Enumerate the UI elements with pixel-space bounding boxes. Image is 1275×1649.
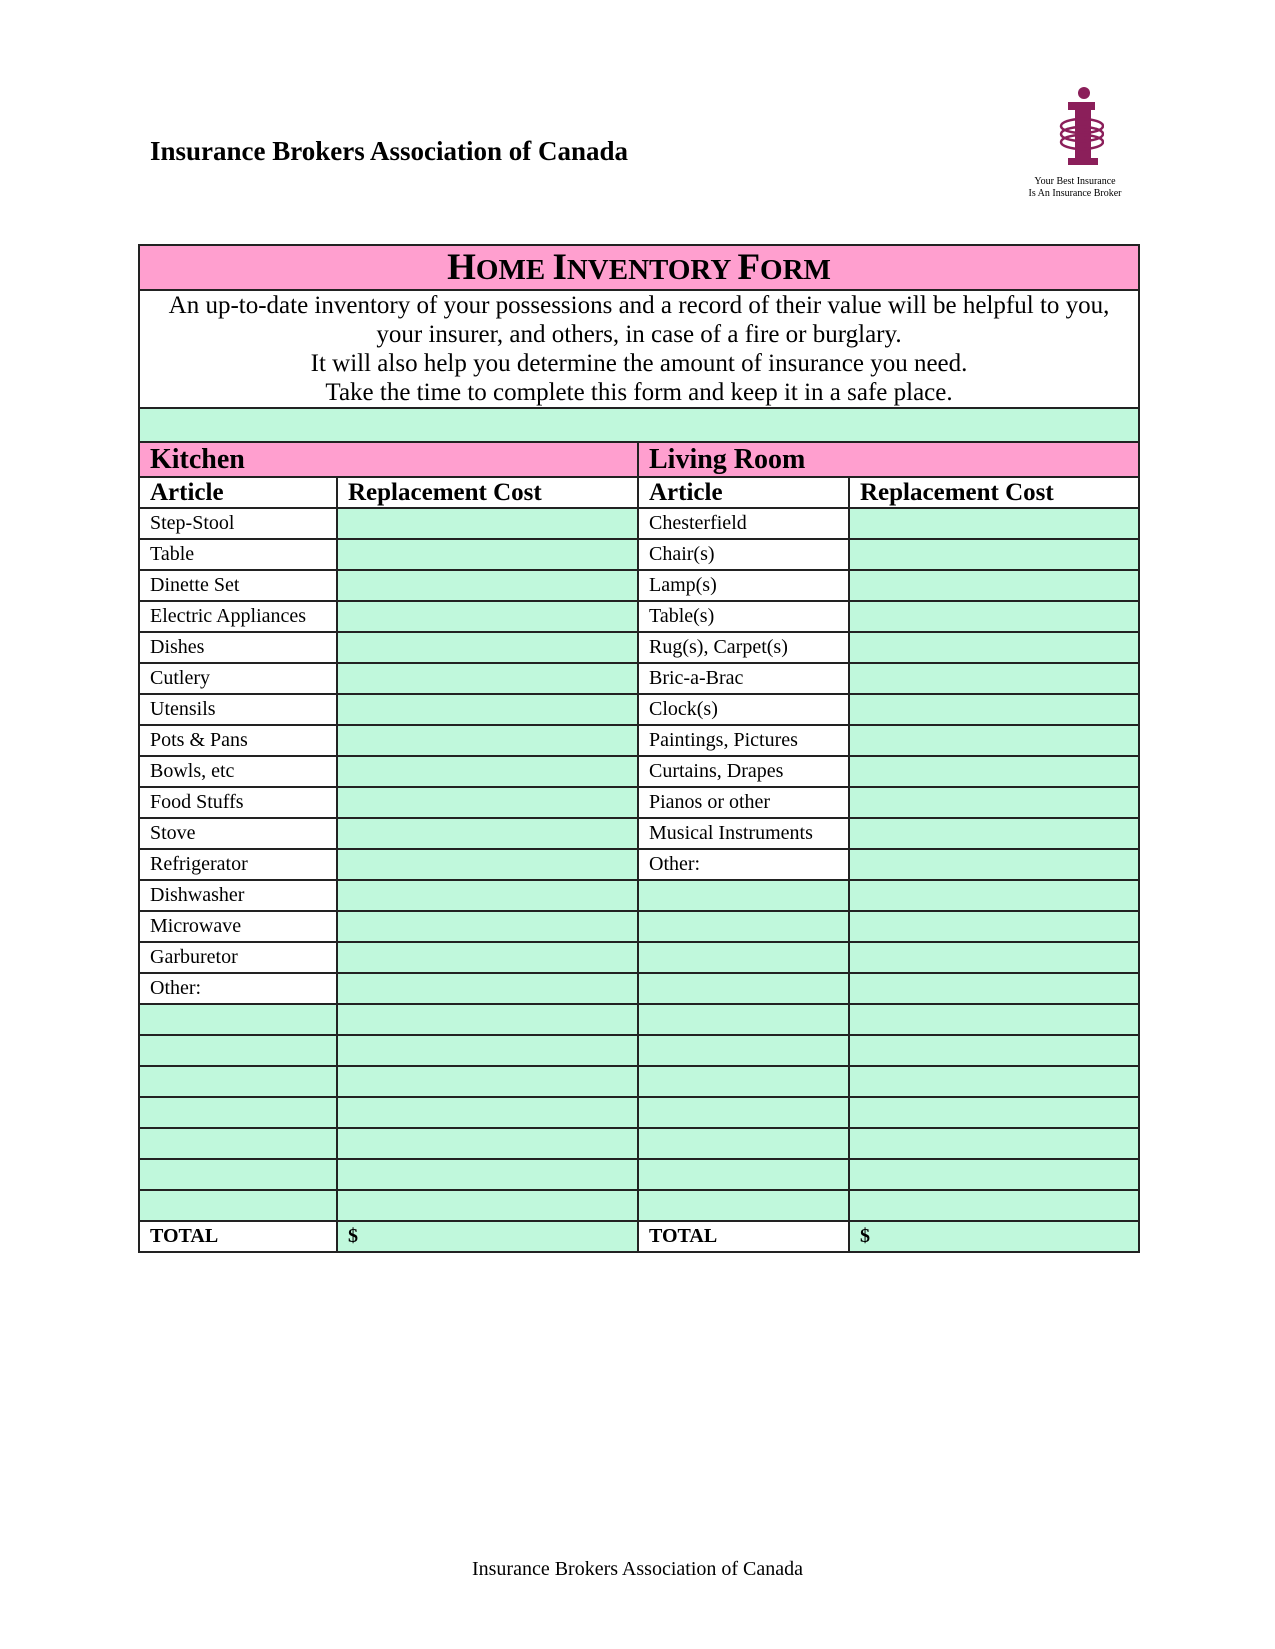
kitchen-cost-field[interactable] bbox=[337, 1097, 638, 1128]
table-row bbox=[139, 632, 1139, 663]
table-row bbox=[139, 663, 1139, 694]
kitchen-heading: Kitchen bbox=[139, 442, 638, 477]
kitchen-cost-field[interactable] bbox=[337, 787, 638, 818]
table-row bbox=[139, 818, 1139, 849]
living-room-article: Curtains, Drapes bbox=[638, 756, 849, 787]
living-room-article: Bric-a-Brac bbox=[638, 663, 849, 694]
kitchen-article: Utensils bbox=[139, 694, 337, 725]
form-title-part: ORM bbox=[760, 254, 831, 286]
kitchen-article: Step-Stool bbox=[139, 508, 337, 539]
kitchen-cost-field[interactable] bbox=[337, 725, 638, 756]
kitchen-article: Other: bbox=[139, 973, 337, 1004]
living-room-article-field[interactable] bbox=[638, 942, 849, 973]
kitchen-article: Dishwasher bbox=[139, 880, 337, 911]
kitchen-cost-field[interactable] bbox=[337, 1190, 638, 1221]
kitchen-article-field[interactable] bbox=[139, 1097, 337, 1128]
living-room-article-header: Article bbox=[638, 477, 849, 508]
kitchen-cost-field[interactable] bbox=[337, 973, 638, 1004]
kitchen-total-field[interactable] bbox=[337, 1221, 638, 1252]
living-room-article-field[interactable] bbox=[638, 911, 849, 942]
kitchen-article: Refrigerator bbox=[139, 849, 337, 880]
table-row bbox=[139, 1035, 1139, 1066]
table-row bbox=[139, 1097, 1139, 1128]
table-row bbox=[139, 508, 1139, 539]
living-room-article-field[interactable] bbox=[638, 973, 849, 1004]
spacer-bar bbox=[139, 408, 1139, 442]
table-row bbox=[139, 539, 1139, 570]
kitchen-article: Dishes bbox=[139, 632, 337, 663]
living-room-article: Pianos or other bbox=[638, 787, 849, 818]
table-row bbox=[139, 1128, 1139, 1159]
living-room-total-prefix: $ bbox=[860, 1225, 870, 1247]
living-room-article: Paintings, Pictures bbox=[638, 725, 849, 756]
living-room-cost-field[interactable] bbox=[849, 508, 1139, 539]
table-row bbox=[139, 880, 1139, 911]
kitchen-cost-field[interactable] bbox=[337, 1128, 638, 1159]
living-room-cost-field[interactable] bbox=[849, 694, 1139, 725]
table-row bbox=[139, 1159, 1139, 1190]
living-room-article: Other: bbox=[638, 849, 849, 880]
living-room-cost-field[interactable] bbox=[849, 818, 1139, 849]
living-room-article-field[interactable] bbox=[638, 1159, 849, 1190]
kitchen-cost-field[interactable] bbox=[337, 911, 638, 942]
table-row bbox=[139, 756, 1139, 787]
kitchen-article: Dinette Set bbox=[139, 570, 337, 601]
kitchen-article-field[interactable] bbox=[139, 1159, 337, 1190]
kitchen-cost-field[interactable] bbox=[337, 818, 638, 849]
kitchen-cost-field[interactable] bbox=[337, 663, 638, 694]
kitchen-cost-field[interactable] bbox=[337, 756, 638, 787]
living-room-cost-field[interactable] bbox=[849, 725, 1139, 756]
living-room-article-field[interactable] bbox=[638, 1097, 849, 1128]
living-room-cost-field[interactable] bbox=[849, 1159, 1139, 1190]
table-row bbox=[139, 1004, 1139, 1035]
kitchen-article: Cutlery bbox=[139, 663, 337, 694]
home-inventory-table bbox=[138, 244, 1140, 1253]
living-room-cost-field[interactable] bbox=[849, 911, 1139, 942]
kitchen-cost-field[interactable] bbox=[337, 539, 638, 570]
living-room-article: Musical Instruments bbox=[638, 818, 849, 849]
living-room-heading: Living Room bbox=[638, 442, 1139, 477]
living-room-article: Table(s) bbox=[638, 601, 849, 632]
living-room-cost-field[interactable] bbox=[849, 942, 1139, 973]
kitchen-total-label: TOTAL bbox=[139, 1221, 337, 1252]
living-room-cost-field[interactable] bbox=[849, 601, 1139, 632]
table-row bbox=[139, 1066, 1139, 1097]
intro-line: your insurer, and others, in case of a fire or burglary. bbox=[376, 321, 902, 348]
intro-line: Take the time to complete this form and keep it in a safe place. bbox=[325, 379, 953, 406]
form-title bbox=[139, 245, 1139, 290]
living-room-cost-field[interactable] bbox=[849, 1035, 1139, 1066]
living-room-total-label: TOTAL bbox=[638, 1221, 849, 1252]
living-room-cost-field[interactable] bbox=[849, 1004, 1139, 1035]
table-row bbox=[139, 1190, 1139, 1221]
kitchen-article: Stove bbox=[139, 818, 337, 849]
living-room-cost-field[interactable] bbox=[849, 1097, 1139, 1128]
table-row bbox=[139, 849, 1139, 880]
form-title-part: H bbox=[447, 247, 476, 288]
kitchen-cost-field[interactable] bbox=[337, 508, 638, 539]
table-row bbox=[139, 973, 1139, 1004]
living-room-article: Chair(s) bbox=[638, 539, 849, 570]
kitchen-article: Garburetor bbox=[139, 942, 337, 973]
intro-line: An up-to-date inventory of your possessions and a record of their value will be helpful to you, bbox=[168, 292, 1110, 319]
kitchen-cost-field[interactable] bbox=[337, 880, 638, 911]
living-room-cost-field[interactable] bbox=[849, 539, 1139, 570]
org-title: Insurance Brokers Association of Canada bbox=[150, 136, 629, 166]
living-room-article-field[interactable] bbox=[638, 1190, 849, 1221]
living-room-article: Lamp(s) bbox=[638, 570, 849, 601]
kitchen-cost-field[interactable] bbox=[337, 942, 638, 973]
living-room-article-field[interactable] bbox=[638, 1004, 849, 1035]
logo-tagline-2: Is An Insurance Broker bbox=[1028, 188, 1122, 199]
table-row bbox=[139, 787, 1139, 818]
living-room-cost-header: Replacement Cost bbox=[849, 477, 1139, 508]
kitchen-article-field[interactable] bbox=[139, 1190, 337, 1221]
kitchen-article-field[interactable] bbox=[139, 1128, 337, 1159]
logo bbox=[1010, 86, 1140, 202]
kitchen-article-field[interactable] bbox=[139, 1004, 337, 1035]
table-row bbox=[139, 694, 1139, 725]
living-room-cost-field[interactable] bbox=[849, 787, 1139, 818]
kitchen-cost-header: Replacement Cost bbox=[337, 477, 638, 508]
kitchen-cost-field[interactable] bbox=[337, 849, 638, 880]
kitchen-article: Table bbox=[139, 539, 337, 570]
kitchen-article-field[interactable] bbox=[139, 1035, 337, 1066]
kitchen-total-prefix: $ bbox=[348, 1225, 358, 1247]
living-room-article-field[interactable] bbox=[638, 1066, 849, 1097]
living-room-cost-field[interactable] bbox=[849, 1128, 1139, 1159]
living-room-cost-field[interactable] bbox=[849, 1066, 1139, 1097]
intro-line: It will also help you determine the amount of insurance you need. bbox=[310, 350, 968, 377]
living-room-cost-field[interactable] bbox=[849, 632, 1139, 663]
living-room-cost-field[interactable] bbox=[849, 880, 1139, 911]
living-room-article-field[interactable] bbox=[638, 880, 849, 911]
living-room-cost-field[interactable] bbox=[849, 1190, 1139, 1221]
living-room-total-field[interactable] bbox=[849, 1221, 1139, 1252]
table-row bbox=[139, 601, 1139, 632]
table-row bbox=[139, 942, 1139, 973]
living-room-cost-field[interactable] bbox=[849, 663, 1139, 694]
kitchen-cost-field[interactable] bbox=[337, 1159, 638, 1190]
kitchen-article-field[interactable] bbox=[139, 1066, 337, 1097]
living-room-cost-field[interactable] bbox=[849, 756, 1139, 787]
kitchen-cost-field[interactable] bbox=[337, 694, 638, 725]
kitchen-cost-field[interactable] bbox=[337, 1035, 638, 1066]
kitchen-cost-field[interactable] bbox=[337, 632, 638, 663]
kitchen-article-header: Article bbox=[139, 477, 337, 508]
living-room-article: Rug(s), Carpet(s) bbox=[638, 632, 849, 663]
form-title-part: F bbox=[737, 247, 761, 288]
kitchen-cost-field[interactable] bbox=[337, 570, 638, 601]
table-row bbox=[139, 911, 1139, 942]
insurance-broker-logo-icon bbox=[1058, 86, 1104, 168]
form-title-part: I bbox=[552, 247, 567, 288]
kitchen-article: Bowls, etc bbox=[139, 756, 337, 787]
table-row bbox=[139, 725, 1139, 756]
kitchen-cost-field[interactable] bbox=[337, 601, 638, 632]
living-room-cost-field[interactable] bbox=[849, 973, 1139, 1004]
living-room-cost-field[interactable] bbox=[849, 570, 1139, 601]
living-room-article-field[interactable] bbox=[638, 1128, 849, 1159]
living-room-article: Chesterfield bbox=[638, 508, 849, 539]
table-row bbox=[139, 570, 1139, 601]
kitchen-cost-field[interactable] bbox=[337, 1066, 638, 1097]
living-room-cost-field[interactable] bbox=[849, 849, 1139, 880]
kitchen-article: Food Stuffs bbox=[139, 787, 337, 818]
form-intro bbox=[139, 290, 1139, 408]
form-title-part: NVENTORY bbox=[566, 254, 738, 286]
kitchen-article: Pots & Pans bbox=[139, 725, 337, 756]
logo-tagline-1: Your Best Insurance bbox=[1034, 176, 1116, 187]
kitchen-article: Electric Appliances bbox=[139, 601, 337, 632]
kitchen-article: Microwave bbox=[139, 911, 337, 942]
living-room-article: Clock(s) bbox=[638, 694, 849, 725]
living-room-article-field[interactable] bbox=[638, 1035, 849, 1066]
kitchen-cost-field[interactable] bbox=[337, 1004, 638, 1035]
footer: Insurance Brokers Association of Canada bbox=[471, 1558, 803, 1580]
form-title-part: OME bbox=[475, 254, 553, 286]
